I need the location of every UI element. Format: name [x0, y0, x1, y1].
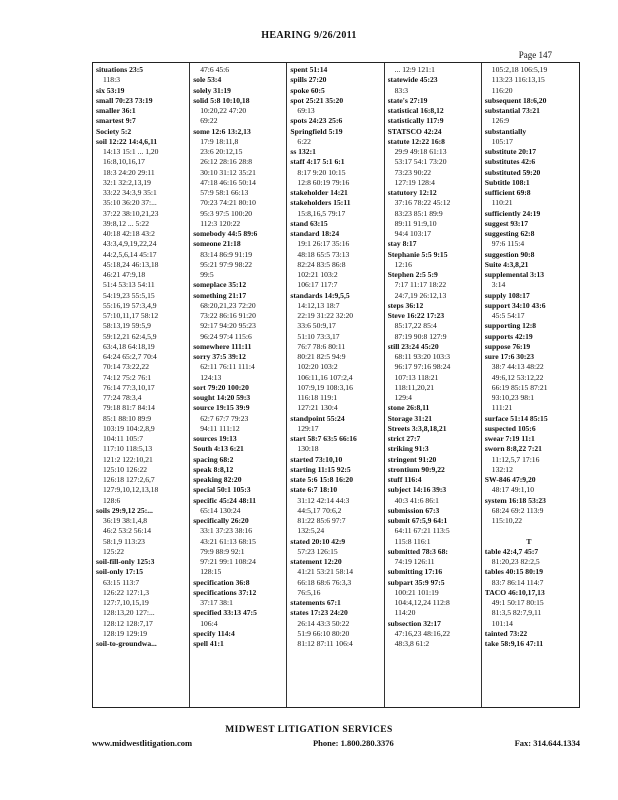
index-entry-continuation: 51:10 73:3,17: [297, 331, 340, 341]
index-entry: special 50:1 105:3: [193, 485, 251, 495]
index-entry-continuation: 132:5,24: [297, 526, 325, 536]
index-entry: statistically 117:9: [387, 116, 444, 126]
index-entry-continuation: 41:21 53:21 58:14: [297, 567, 354, 577]
index-entry-continuation: 14:12,13 18:7: [297, 300, 340, 310]
index-entry-continuation: 45:5 54:17: [491, 311, 525, 320]
index-entry-continuation: 112:3 120:22: [200, 218, 241, 228]
index-entry: spent 51:14: [290, 65, 328, 74]
index-entry: suspected 105:6: [484, 423, 536, 433]
index-entry-continuation: 126:9: [491, 116, 510, 126]
index-entry: statements 67:1: [290, 598, 341, 607]
index-entry: solid 5:8 10:10,18: [193, 95, 250, 105]
index-entry: speaking 82:20: [193, 475, 242, 484]
index-entry: six 53:19: [96, 85, 125, 95]
index-entry-continuation: 64:11 67:21 113:5: [394, 526, 450, 536]
index-entry-continuation: 70:14 73:22,22: [103, 362, 149, 372]
index-entry-continuation: 128:6: [103, 495, 121, 505]
index-entry: statement 12:20: [290, 557, 342, 566]
company-name: MIDWEST LITIGATION SERVICES: [225, 725, 393, 735]
index-entry: stuff 116:4: [387, 475, 422, 484]
index-entry: substitutes 42:6: [484, 157, 536, 167]
index-entry: state 6:7 18:10: [290, 485, 338, 495]
index-entry-continuation: 77:24 78:3,4: [103, 393, 142, 402]
index-entry: statistical 16:8,12: [387, 106, 444, 115]
index-entry-continuation: 47:18 46:16 50:14: [200, 177, 256, 187]
index-entry: subpart 35:9 97:5: [387, 577, 445, 587]
index-entry-continuation: 95:21 97:9 98:22: [200, 259, 253, 269]
index-entry: table 42:4,7 45:7: [484, 546, 539, 556]
index-entry: sorry 37:5 39:12: [193, 352, 246, 361]
index-entry-continuation: 126:18 127:2,6,7: [103, 475, 155, 484]
index-entry-continuation: 65:14 130:24: [200, 505, 241, 515]
index-entry-continuation: 33:1 37:23 38:16: [200, 526, 253, 536]
index-entry-continuation: 125:22: [103, 546, 125, 556]
index-entry: specify 114:4: [193, 628, 235, 638]
index-entry: smartest 9:7: [96, 116, 136, 126]
index-entry-continuation: 126:22 127:1,3: [103, 587, 149, 597]
index-entry-continuation: 63:15 113:7: [103, 577, 140, 587]
index-entry: spell 41:1: [193, 639, 224, 648]
index-entry: submission 67:3: [387, 505, 440, 515]
index-entry-continuation: 47:6 45:6: [200, 65, 230, 74]
index-entry: solely 31:19: [193, 85, 231, 95]
index-entry-continuation: 69:13: [297, 106, 315, 115]
index-entry: standards 14:9,5,5: [290, 290, 350, 300]
index-entry: soils 29:9,12 25:...: [96, 505, 153, 515]
index-entry-continuation: 36:19 38:1,4,8: [103, 516, 148, 525]
index-entry: speak 8:8,12: [193, 464, 234, 474]
index-entry: statewide 45:23: [387, 75, 438, 85]
index-entry: soil 12:22 14:4,6,11: [96, 136, 158, 146]
index-entry-continuation: 29:9 49:18 61:13: [394, 147, 447, 156]
index-entry-continuation: 19:1 26:17 35:16: [297, 239, 350, 249]
index-entry-continuation: 32:1 32:2,13,19: [103, 177, 151, 187]
index-entry-continuation: 103:19 104:2,8,9: [103, 423, 155, 433]
website-link[interactable]: www.midwestlitigation.com: [92, 738, 193, 748]
index-entry: specified 33:13 47:5: [193, 608, 257, 618]
index-entry-continuation: 116:18 119:1: [297, 393, 338, 402]
index-entry: state 5:6 15:8 16:20: [290, 475, 354, 484]
index-entry-continuation: 128:15: [200, 567, 222, 577]
index-entry: somebody 44:5 89:6: [193, 229, 258, 238]
index-entry-continuation: 11:12,5,7 17:16: [491, 454, 540, 464]
index-entry: state's 27:19: [387, 95, 428, 105]
index-entry: subsequent 18:6,20: [484, 95, 547, 105]
index-entry: substantial 73:21: [484, 106, 540, 115]
index-column-4: [385, 63, 482, 707]
index-entry-continuation: 96:24 97:4 115:6: [200, 331, 252, 341]
word-index-table: [92, 62, 580, 708]
index-entry-continuation: 104:4,12,24 112:8: [394, 598, 450, 607]
index-entry: suggestion 90:8: [484, 249, 535, 259]
index-entry: stakeholders 15:11: [290, 198, 351, 208]
index-entry-continuation: 104:11 105:7: [103, 434, 144, 443]
index-entry: suggest 93:17: [484, 218, 529, 228]
index-entry: sworn 8:8,22 7:21: [484, 444, 542, 454]
index-entry: stand 63:15: [290, 218, 328, 228]
index-entry: sufficient 69:8: [484, 188, 531, 197]
index-entry-continuation: 97:6 115:4: [491, 239, 525, 249]
index-entry-continuation: 127:19 128:4: [394, 177, 435, 187]
index-entry-continuation: 81:12 87:11 106:4: [297, 639, 353, 648]
index-entry-continuation: 45:18,24 46:13,18: [103, 259, 159, 269]
index-column-5: [482, 63, 579, 707]
fax-number: Fax: 314.644.1334: [514, 738, 580, 748]
index-entry: sole 53:4: [193, 75, 222, 85]
index-column-1: [93, 63, 190, 707]
index-entry: tainted 73:22: [484, 628, 528, 638]
index-entry: STATSCO 42:24: [387, 126, 442, 136]
index-entry-continuation: 31:12 42:14 44:3: [297, 495, 350, 505]
index-entry-continuation: 30:10 31:12 35:21: [200, 167, 256, 177]
index-entry-continuation: 66:18 68:6 76:3,3: [297, 577, 352, 587]
index-entry-continuation: 76:5,16: [297, 587, 321, 597]
index-entry-continuation: 107:13 118:21: [394, 372, 439, 382]
index-entry-continuation: 97:21 99:1 108:24: [200, 557, 256, 566]
index-entry-continuation: 68:11 93:20 103:3: [394, 352, 451, 361]
index-entry: states 17:23 24:20: [290, 608, 348, 618]
index-entry-continuation: 111:21: [491, 403, 513, 413]
index-entry-continuation: 132:12: [491, 464, 513, 474]
index-entry-continuation: 46:21 47:9,18: [103, 270, 146, 279]
index-column-2: [190, 63, 287, 707]
index-entry-continuation: 127:9,10,12,13,18: [103, 485, 159, 495]
index-entry: still 23:24 45:20: [387, 341, 439, 351]
index-entry-continuation: 93:10,23 98:1: [491, 393, 534, 402]
index-entry-continuation: 37:16 78:22 45:12: [394, 198, 451, 208]
index-entry-continuation: 94:11 111:12: [200, 423, 240, 433]
index-entry: sufficiently 24:19: [484, 208, 541, 218]
index-entry-continuation: 83:7 86:14 114:7: [491, 577, 544, 587]
index-entry-continuation: 85:1 88:10 89:9: [103, 413, 152, 423]
index-entry: submitting 17:16: [387, 567, 443, 577]
index-entry: TACO 46:10,17,13: [484, 587, 545, 597]
index-entry-continuation: 80:21 82:5 94:9: [297, 352, 346, 361]
index-entry: support 34:10 43:6: [484, 300, 546, 310]
index-entry-continuation: 74:12 75:2 76:1: [103, 372, 152, 382]
index-entry-continuation: 17:9 18:11,8: [200, 136, 239, 146]
index-entry-continuation: 115:8 116:1: [394, 536, 431, 546]
index-entry: started 73:10,10: [290, 454, 343, 464]
index-entry-continuation: 8:17 9:20 10:15: [297, 167, 346, 177]
index-entry-continuation: 40:18 42:18 43:2: [103, 229, 155, 238]
index-entry-continuation: 44:2,5,6,14 45:17: [103, 249, 157, 259]
index-entry: staff 4:17 5:1 6:1: [290, 157, 345, 167]
index-entry: ss 132:1: [290, 147, 316, 156]
index-entry-continuation: 43:3,4,9,19,22,24: [103, 239, 157, 249]
index-entry-continuation: 114:20: [394, 608, 416, 618]
index-entry-continuation: 106:4: [200, 618, 218, 628]
index-entry: sought 14:20 59:3: [193, 393, 251, 402]
index-entry: someplace 35:12: [193, 280, 247, 290]
index-entry-continuation: 10:20,22 47:20: [200, 106, 247, 115]
index-entry-continuation: 44:5,17 70:6,2: [297, 505, 342, 515]
index-entry: something 21:17: [193, 290, 247, 300]
index-entry: stated 20:10 42:9: [290, 536, 346, 546]
index-entry: steps 36:12: [387, 300, 424, 310]
index-entry: starting 11:15 92:5: [290, 464, 351, 474]
index-entry-continuation: 130:18: [297, 444, 319, 454]
index-entry-continuation: 3:14: [491, 280, 506, 290]
index-entry: stringent 91:20: [387, 454, 437, 464]
phone-number: Phone: 1.800.280.3376: [312, 738, 394, 748]
index-entry: suggesting 62:8: [484, 229, 535, 238]
index-entry: spoke 60:5: [290, 85, 325, 95]
index-entry-continuation: 101:14: [491, 618, 513, 628]
index-entry: standard 18:24: [290, 229, 340, 238]
index-entry: spacing 68:2: [193, 454, 234, 464]
index-entry: specific 45:24 48:11: [193, 495, 257, 505]
index-entry: specifically 26:20: [193, 516, 249, 525]
index-entry-continuation: 51:9 66:10 80:20: [297, 628, 350, 638]
index-entry-continuation: 18:3 24:20 29:11: [103, 167, 155, 177]
index-entry-continuation: 76:14 77:3,10,17: [103, 382, 155, 392]
index-entry-continuation: 14:13 15:1 ... 1,20: [103, 147, 159, 156]
index-entry-continuation: 95:3 97:5 100:20: [200, 208, 253, 218]
index-entry: submit 67:5,9 64:1: [387, 516, 448, 525]
footer-contact-row: [92, 738, 580, 748]
index-entry-continuation: 48:18 65:5 73:13: [297, 249, 350, 259]
index-entry-continuation: 102:20 103:2: [297, 362, 338, 372]
index-entry-continuation: ... 12:9 121:1: [394, 65, 435, 74]
index-entry: Springfield 5:19: [290, 126, 343, 136]
index-entry-continuation: 73:22 86:16 91:20: [200, 311, 256, 320]
index-entry: strict 27:7: [387, 434, 421, 443]
index-entry-continuation: 105:17: [491, 136, 513, 146]
index-entry-continuation: 99:5: [200, 270, 214, 279]
index-entry-continuation: 59:12,21 62:4,5,9: [103, 331, 157, 341]
index-entry-continuation: 106:11,16 107:2,4: [297, 372, 353, 382]
index-entry-continuation: 102:21 103:2: [297, 270, 338, 279]
index-entry-continuation: 124:13: [200, 372, 222, 382]
index-entry: supply 108:17: [484, 290, 530, 300]
index-entry-continuation: 121:2 122:10,21: [103, 454, 153, 464]
index-entry-continuation: 7:17 11:17 18:22: [394, 280, 447, 290]
index-entry-continuation: 96:17 97:16 98:24: [394, 362, 451, 372]
index-entry: Storage 31:21: [387, 413, 433, 423]
index-entry-continuation: 48:3,8 61:2: [394, 639, 430, 648]
index-entry: sources 19:13: [193, 434, 237, 443]
index-entry: soil-fill-only 125:3: [96, 557, 155, 566]
index-entry: start 58:7 63:5 66:16: [290, 434, 357, 443]
index-entry: surface 51:14 85:15: [484, 413, 548, 423]
index-entry-continuation: 33:6 50:9,17: [297, 321, 336, 331]
index-entry-continuation: 113:23 116:13,15: [491, 75, 545, 85]
index-entry: statutory 12:12: [387, 188, 437, 197]
index-entry-continuation: 127:21 130:4: [297, 403, 338, 413]
index-entry: suppose 76:19: [484, 341, 531, 351]
index-entry-continuation: 83:14 86:9 91:19: [200, 249, 253, 259]
index-entry: Subtitle 108:1: [484, 177, 530, 187]
index-entry: strontium 90:9,22: [387, 464, 445, 474]
index-entry-continuation: 89:11 91:9,10: [394, 218, 437, 228]
index-entry: Stephen 2:5 5:9: [387, 270, 438, 279]
index-entry-continuation: 58:13,19 59:5,9: [103, 321, 151, 331]
index-entry: someone 21:18: [193, 239, 241, 249]
index-entry: subject 14:16 39:3: [387, 485, 447, 495]
index-entry: smaller 36:1: [96, 106, 136, 115]
index-entry-continuation: 76:7 78:6 80:11: [297, 341, 346, 351]
index-entry-continuation: 12:8 60:19 79:16: [297, 177, 350, 187]
index-entry-continuation: 129:4: [394, 393, 412, 402]
index-entry-continuation: 38:7 44:13 48:22: [491, 362, 544, 372]
index-entry-continuation: 58:1,9 113:23: [103, 536, 145, 546]
index-entry-continuation: 37:17 38:1: [200, 598, 233, 607]
index-entry: submitted 78:3 68:: [387, 546, 448, 556]
index-entry: specifications 37:12: [193, 587, 257, 597]
index-entry-continuation: 33:22 34:3,9 35:1: [103, 188, 157, 197]
index-entry-continuation: 117:10 118:5,13: [103, 444, 153, 454]
index-entry-continuation: 46:2 53:2 56:14: [103, 526, 152, 536]
page-number: Page 147: [518, 50, 552, 60]
index-entry: striking 91:3: [387, 444, 429, 454]
index-entry-continuation: 94:4 103:17: [394, 229, 432, 238]
index-entry-continuation: 62:7 67:7 79:23: [200, 413, 249, 423]
index-entry: soil-only 17:15: [96, 567, 144, 577]
index-entry-continuation: 105:2,18 106:5,19: [491, 65, 548, 74]
index-entry-continuation: 69:22: [200, 116, 218, 126]
index-entry-continuation: 26:12 28:16 28:8: [200, 157, 253, 167]
index-entry-continuation: 51:4 53:13 54:11: [103, 280, 155, 290]
index-entry: SW-846 47:9,20: [484, 475, 536, 484]
index-column-3: [287, 63, 384, 707]
index-entry: substantially: [484, 126, 527, 136]
index-entry-continuation: 66:19 85:15 87:21: [491, 382, 548, 392]
index-entry-continuation: 57:9 58:1 66:13: [200, 188, 249, 197]
index-entry-continuation: 57:23 126:15: [297, 546, 338, 556]
index-entry: Society 5:2: [96, 126, 132, 136]
index-entry-continuation: 23:6 20:12,15: [200, 147, 243, 156]
index-entry: Stephanie 5:5 9:15: [387, 249, 448, 259]
index-entry-continuation: 37:22 38:10,21,23: [103, 208, 159, 218]
index-entry-continuation: 16:8,10,16,17: [103, 157, 145, 167]
index-entry-continuation: 128:19 129:19: [103, 628, 148, 638]
index-entry: source 19:15 39:9: [193, 403, 250, 413]
index-entry: spot 25:21 35:20: [290, 95, 344, 105]
index-entry-continuation: 49:1 50:17 80:15: [491, 598, 544, 607]
index-entry: stone 26:8,11: [387, 403, 430, 413]
index-entry-continuation: 39:8,12 ... 5:22: [103, 218, 149, 228]
index-entry: substituted 59:20: [484, 167, 541, 177]
index-entry-continuation: 79:18 81:7 84:14: [103, 403, 155, 413]
index-entry-continuation: 6:22: [297, 136, 311, 146]
index-entry-continuation: 81:20,23 82:2,5: [491, 557, 540, 566]
index-entry: somewhere 111:11: [193, 341, 252, 351]
index-entry-continuation: 81:3,5 82:7,9,11: [491, 608, 542, 618]
index-entry-continuation: 54:19,23 55:5,15: [103, 290, 155, 300]
index-entry-continuation: 128:12 128:7,17: [103, 618, 153, 628]
index-entry: stay 8:17: [387, 239, 417, 249]
index-entry-continuation: 49:6,12 53:12,22: [491, 372, 544, 382]
index-entry-continuation: 125:10 126:22: [103, 464, 148, 474]
index-entry-continuation: 82:24 83:5 86:8: [297, 259, 346, 269]
index-entry: spills 27:20: [290, 75, 327, 85]
index-entry-continuation: 62:11 76:11 111:4: [200, 362, 255, 372]
index-entry-continuation: 74:19 126:11: [394, 557, 435, 566]
index-entry-continuation: 73:23 90:22: [394, 167, 432, 177]
index-entry: stakeholder 14:21: [290, 188, 348, 197]
index-entry-continuation: 68:20,21,23 72:20: [200, 300, 256, 310]
index-entry: Steve 16:22 17:23: [387, 311, 445, 320]
index-entry: situations 23:5: [96, 65, 144, 74]
index-entry-continuation: 35:10 36:20 37:...: [103, 198, 157, 208]
index-entry-continuation: 12:16: [394, 259, 412, 269]
index-entry-continuation: 24:7,19 26:12,13: [394, 290, 447, 300]
index-entry: take 58:9,16 47:11: [484, 639, 544, 648]
index-entry-continuation: 107:9,19 108:3,16: [297, 382, 353, 392]
index-entry-continuation: 115:10,22: [491, 516, 523, 525]
index-entry-continuation: 15:8,16,5 79:17: [297, 208, 346, 218]
index-entry-continuation: 129:17: [297, 423, 319, 433]
index-letter-heading: T: [526, 536, 532, 546]
index-entry: supporting 12:8: [484, 321, 537, 331]
index-entry-continuation: 79:9 88:9 92:1: [200, 546, 245, 556]
index-entry: system 16:18 53:23: [484, 495, 546, 505]
index-entry: supports 42:19: [484, 331, 533, 341]
index-entry-continuation: 57:10,11,17 58:12: [103, 311, 159, 320]
index-entry-continuation: 48:17 49:1,10: [491, 485, 534, 495]
index-entry: subsection 32:17: [387, 618, 441, 628]
index-entry-continuation: 81:22 85:6 97:7: [297, 516, 346, 525]
index-entry-continuation: 83:23 85:1 89:9: [394, 208, 443, 218]
index-entry: swear 7:19 11:1: [484, 434, 535, 443]
index-entry-continuation: 70:23 74:21 80:10: [200, 198, 256, 208]
index-entry-continuation: 92:17 94:20 95:23: [200, 321, 256, 331]
index-entry: tables 40:15 80:19: [484, 567, 544, 577]
transcript-title: HEARING 9/26/2011: [261, 30, 357, 41]
index-entry-continuation: 53:17 54:1 73:20: [394, 157, 447, 167]
index-entry: sort 79:20 100:20: [193, 382, 249, 392]
index-entry: soil-to-groundwa...: [96, 639, 157, 648]
index-entry-continuation: 83:3: [394, 85, 409, 95]
index-entry: South 4:13 6:21: [193, 444, 244, 454]
index-entry-continuation: 118:3: [103, 75, 121, 85]
index-entry-continuation: 127:7,10,15,19: [103, 598, 149, 607]
index-entry-continuation: 55:16,19 57:3,4,9: [103, 300, 157, 310]
index-entry: standpoint 55:24: [290, 413, 345, 423]
index-entry: Streets 3:3,8,18,21: [387, 423, 447, 433]
index-entry-continuation: 68:24 69:2 113:9: [491, 505, 544, 515]
index-entry-continuation: 22:19 31:22 32:20: [297, 311, 354, 320]
index-entry-continuation: 64:24 65:2,7 70:4: [103, 352, 157, 361]
index-entry: some 12:6 13:2,13: [193, 126, 251, 136]
index-entry: sure 17:6 30:23: [484, 352, 535, 361]
index-entry-continuation: 110:21: [491, 198, 513, 208]
index-entry: supplemental 3:13: [484, 270, 545, 279]
index-entry-continuation: 118:11,20,21: [394, 382, 435, 392]
index-entry: spots 24:23 25:6: [290, 116, 343, 126]
index-entry-continuation: 116:20: [491, 85, 513, 95]
index-entry: statute 12:22 16:8: [387, 136, 445, 146]
index-entry-continuation: 47:16,23 48:16,22: [394, 628, 451, 638]
index-entry-continuation: 26:14 43:3 50:22: [297, 618, 350, 628]
index-entry: specification 36:8: [193, 577, 250, 587]
index-entry-continuation: 100:21 101:19: [394, 587, 439, 597]
index-entry-continuation: [485, 526, 579, 536]
index-entry: substitute 20:17: [484, 147, 537, 156]
index-entry-continuation: 43:21 61:13 68:15: [200, 536, 256, 546]
index-entry: Suite 4:3,8,21: [484, 259, 529, 269]
index-entry-continuation: 40:3 41:6 86:1: [394, 495, 439, 505]
index-entry-continuation: 87:19 90:8 127:9: [394, 331, 447, 341]
index-entry: small 70:23 73:19: [96, 95, 153, 105]
index-entry-continuation: 128:13,20 127:...: [103, 608, 155, 618]
index-entry-continuation: 85:17,22 85:4: [394, 321, 437, 331]
index-entry-continuation: 63:4,18 64:18,19: [103, 341, 155, 351]
index-entry-continuation: 106:17 117:7: [297, 280, 338, 290]
